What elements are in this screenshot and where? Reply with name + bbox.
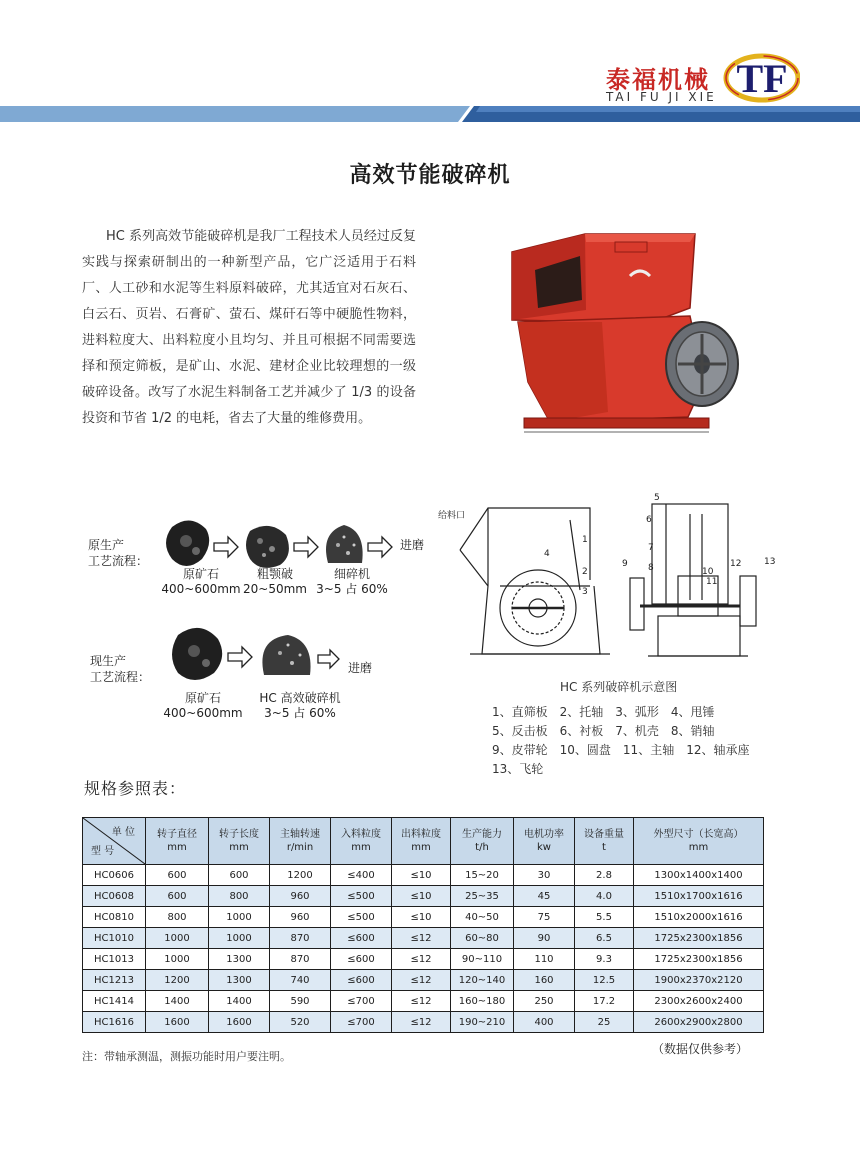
spec-body bbox=[83, 865, 764, 1033]
new-process-label: 现生产 工艺流程： bbox=[90, 654, 151, 684]
col-header: 出料粒度 mm bbox=[392, 818, 451, 865]
table-cell: ≤12 bbox=[392, 970, 451, 991]
part-5: 5、反击板 bbox=[492, 724, 548, 738]
old-process-images bbox=[164, 517, 396, 573]
arrow-right-icon bbox=[214, 537, 238, 557]
table-cell: 1300 bbox=[209, 949, 270, 970]
table-row bbox=[83, 970, 764, 991]
model-cell: HC0810 bbox=[83, 907, 146, 928]
table-cell: 120~140 bbox=[451, 970, 514, 991]
callout-5: 5 bbox=[654, 493, 660, 503]
parts-legend bbox=[492, 703, 761, 779]
table-cell: 1200 bbox=[146, 970, 209, 991]
table-cell: 520 bbox=[270, 1012, 331, 1033]
col-header: 设备重量 t bbox=[575, 818, 634, 865]
intro-paragraph: HC 系列高效节能破碎机是我厂工程技术人员经过反复实践与探索研制出的一种新型产品，它广泛适用于石料厂、人工砂和水泥等生料原料破碎，尤其适宜对石灰石、白云石、页岩、石膏矿、萤石、煤矸石等中硬脆性物料，进料粒度大、出料粒度小且均匀、并且可根据不同需要选择和预定筛板，是矿山、水泥、建材企业比较理想的一级破碎设备。改写了水泥生料制备工艺并减少了 1/3 的设备投资和节省 1/2 的电耗，省去了大量的维修费用。 bbox=[82, 229, 416, 426]
spec-header-row bbox=[83, 818, 764, 865]
arrow-right-icon bbox=[294, 537, 318, 557]
col-header: 转子直径 mm bbox=[146, 818, 209, 865]
table-cell: 12.5 bbox=[575, 970, 634, 991]
table-cell: 190~210 bbox=[451, 1012, 514, 1033]
callout-8: 8 bbox=[648, 563, 654, 573]
col-header: 入料粒度 mm bbox=[331, 818, 392, 865]
arrow-right-icon bbox=[228, 647, 252, 667]
col-header: 转子长度 mm bbox=[209, 818, 270, 865]
table-cell: 1510x2000x1616 bbox=[634, 907, 764, 928]
parts-row bbox=[492, 760, 761, 779]
model-cell: HC0606 bbox=[83, 865, 146, 886]
table-cell: 960 bbox=[270, 886, 331, 907]
part-7: 7、机壳 bbox=[615, 724, 659, 738]
callout-9: 9 bbox=[622, 559, 628, 569]
old-step-jaw: 粗颚破 20~50mm bbox=[243, 567, 307, 596]
tf-logo bbox=[718, 50, 800, 108]
table-cell: 25~35 bbox=[451, 886, 514, 907]
table-cell: 1725x2300x1856 bbox=[634, 928, 764, 949]
part-6: 6、衬板 bbox=[559, 724, 604, 738]
table-cell: 1600 bbox=[209, 1012, 270, 1033]
raw-ore-icon bbox=[166, 520, 209, 566]
new-step-hc: HC 高效破碎机 3~5 占 60% bbox=[259, 691, 341, 720]
table-cell: 600 bbox=[209, 865, 270, 886]
arrow-right-icon bbox=[368, 537, 392, 557]
spec-table bbox=[82, 817, 764, 1033]
table-cell: 90~110 bbox=[451, 949, 514, 970]
corner-unit: 单 位 bbox=[111, 827, 135, 838]
callout-13: 13 bbox=[764, 557, 776, 567]
table-row bbox=[83, 1012, 764, 1033]
table-cell: 4.0 bbox=[575, 886, 634, 907]
table-cell: 1725x2300x1856 bbox=[634, 949, 764, 970]
corner-header bbox=[83, 818, 146, 865]
parts-row bbox=[492, 722, 761, 741]
part-10: 10、圆盘 bbox=[559, 743, 611, 757]
callout-4: 4 bbox=[544, 549, 550, 559]
table-cell: ≤12 bbox=[392, 949, 451, 970]
table-cell: ≤10 bbox=[392, 907, 451, 928]
callout-2: 2 bbox=[582, 567, 588, 577]
brand-name-cn: 泰福机械 bbox=[606, 66, 710, 94]
table-cell: ≤500 bbox=[331, 907, 392, 928]
table-cell: 6.5 bbox=[575, 928, 634, 949]
table-cell: ≤12 bbox=[392, 991, 451, 1012]
table-cell: 1300x1400x1400 bbox=[634, 865, 764, 886]
table-cell: ≤400 bbox=[331, 865, 392, 886]
table-cell: 1400 bbox=[146, 991, 209, 1012]
callout-1: 1 bbox=[582, 535, 588, 545]
part-8: 8、销轴 bbox=[670, 724, 715, 738]
table-cell: ≤12 bbox=[392, 928, 451, 949]
table-cell: 30 bbox=[514, 865, 575, 886]
process-flow bbox=[86, 505, 436, 725]
table-cell: 600 bbox=[146, 886, 209, 907]
table-cell: 2300x2600x2400 bbox=[634, 991, 764, 1012]
table-cell: 75 bbox=[514, 907, 575, 928]
reference-note: （数据仅供参考） bbox=[652, 1042, 749, 1056]
model-cell: HC1414 bbox=[83, 991, 146, 1012]
table-cell: 15~20 bbox=[451, 865, 514, 886]
table-cell: ≤700 bbox=[331, 1012, 392, 1033]
table-cell: 45 bbox=[514, 886, 575, 907]
table-cell: 1000 bbox=[146, 949, 209, 970]
callout-12: 12 bbox=[730, 559, 742, 569]
table-cell: 800 bbox=[146, 907, 209, 928]
table-cell: 740 bbox=[270, 970, 331, 991]
part-9: 9、皮带轮 bbox=[492, 743, 548, 757]
jaw-crushed-icon bbox=[246, 526, 289, 568]
old-process-label: 原生产 工艺流程： bbox=[88, 538, 149, 568]
table-row bbox=[83, 907, 764, 928]
table-row bbox=[83, 886, 764, 907]
table-cell: 1600 bbox=[146, 1012, 209, 1033]
callout-6: 6 bbox=[646, 515, 652, 525]
table-cell: 160 bbox=[514, 970, 575, 991]
page-title: 高效节能破碎机 bbox=[349, 163, 511, 188]
new-step-raw-ore: 原矿石 400~600mm bbox=[163, 691, 243, 720]
table-cell: 1000 bbox=[209, 928, 270, 949]
feed-inlet-label: 给料口 bbox=[438, 511, 466, 521]
fine-crushed-icon bbox=[326, 525, 363, 563]
table-cell: ≤500 bbox=[331, 886, 392, 907]
table-cell: ≤12 bbox=[392, 1012, 451, 1033]
table-cell: 2.8 bbox=[575, 865, 634, 886]
callout-11: 11 bbox=[706, 577, 718, 587]
table-cell: 40~50 bbox=[451, 907, 514, 928]
old-step-fine: 细碎机 3~5 占 60% bbox=[316, 567, 388, 596]
part-13: 13、飞轮 bbox=[492, 762, 544, 776]
table-cell: 160~180 bbox=[451, 991, 514, 1012]
table-cell: 110 bbox=[514, 949, 575, 970]
table-cell: ≤600 bbox=[331, 949, 392, 970]
table-cell: 1000 bbox=[146, 928, 209, 949]
table-cell: 17.2 bbox=[575, 991, 634, 1012]
table-cell: 870 bbox=[270, 928, 331, 949]
col-header: 主轴转速 r/min bbox=[270, 818, 331, 865]
table-cell: ≤600 bbox=[331, 970, 392, 991]
table-cell: ≤10 bbox=[392, 886, 451, 907]
table-cell: 590 bbox=[270, 991, 331, 1012]
model-cell: HC1616 bbox=[83, 1012, 146, 1033]
table-cell: 2600x2900x2800 bbox=[634, 1012, 764, 1033]
model-cell: HC1010 bbox=[83, 928, 146, 949]
diagram-caption: HC 系列破碎机示意图 bbox=[560, 680, 678, 694]
corner-model: 型 号 bbox=[91, 846, 115, 857]
table-cell: 60~80 bbox=[451, 928, 514, 949]
part-3: 3、弧形 bbox=[615, 705, 659, 719]
col-header: 电机功率 kw bbox=[514, 818, 575, 865]
table-row bbox=[83, 928, 764, 949]
model-cell: HC1013 bbox=[83, 949, 146, 970]
table-cell: 250 bbox=[514, 991, 575, 1012]
old-step-raw-ore: 原矿石 400~600mm bbox=[161, 567, 241, 596]
part-4: 4、甩锤 bbox=[670, 705, 715, 719]
part-12: 12、轴承座 bbox=[686, 743, 750, 757]
callout-10: 10 bbox=[702, 567, 714, 577]
raw-ore-icon bbox=[172, 628, 222, 680]
table-cell: 1300 bbox=[209, 970, 270, 991]
fine-crushed-icon bbox=[262, 635, 310, 675]
callout-3: 3 bbox=[582, 587, 588, 597]
table-cell: 1510x1700x1616 bbox=[634, 886, 764, 907]
logo-text: TF bbox=[736, 56, 788, 101]
part-2: 2、托轴 bbox=[559, 705, 604, 719]
col-header: 生产能力 t/h bbox=[451, 818, 514, 865]
crusher-diagram bbox=[430, 490, 790, 670]
spec-heading: 规格参照表： bbox=[84, 779, 187, 798]
table-cell: ≤10 bbox=[392, 865, 451, 886]
parts-row bbox=[492, 741, 761, 760]
arrow-right-icon bbox=[318, 650, 339, 668]
crusher-photo bbox=[490, 212, 780, 452]
model-cell: HC1213 bbox=[83, 970, 146, 991]
table-cell: 90 bbox=[514, 928, 575, 949]
new-process-images bbox=[168, 623, 348, 685]
table-cell: 25 bbox=[575, 1012, 634, 1033]
callout-7: 7 bbox=[648, 543, 654, 553]
table-row bbox=[83, 865, 764, 886]
model-cell: HC0608 bbox=[83, 886, 146, 907]
table-cell: 400 bbox=[514, 1012, 575, 1033]
table-row bbox=[83, 991, 764, 1012]
table-cell: 1000 bbox=[209, 907, 270, 928]
table-cell: ≤700 bbox=[331, 991, 392, 1012]
new-process-end: 进磨 bbox=[348, 661, 373, 675]
table-cell: 1200 bbox=[270, 865, 331, 886]
old-process-end: 进磨 bbox=[400, 538, 425, 552]
col-header: 外型尺寸（长宽高） mm bbox=[634, 818, 764, 865]
footnote: 注：带轴承测温，测振功能时用户要注明。 bbox=[82, 1050, 291, 1063]
table-cell: 960 bbox=[270, 907, 331, 928]
table-cell: 1900x2370x2120 bbox=[634, 970, 764, 991]
parts-row bbox=[492, 703, 761, 722]
table-cell: 5.5 bbox=[575, 907, 634, 928]
table-cell: 870 bbox=[270, 949, 331, 970]
table-cell: 800 bbox=[209, 886, 270, 907]
table-row bbox=[83, 949, 764, 970]
table-cell: 9.3 bbox=[575, 949, 634, 970]
table-cell: ≤600 bbox=[331, 928, 392, 949]
part-1: 1、直筛板 bbox=[492, 705, 548, 719]
header-band bbox=[0, 106, 860, 122]
part-11: 11、主轴 bbox=[622, 743, 675, 757]
brand-name-en: TAI FU JI XIE bbox=[606, 90, 717, 104]
table-cell: 600 bbox=[146, 865, 209, 886]
table-cell: 1400 bbox=[209, 991, 270, 1012]
